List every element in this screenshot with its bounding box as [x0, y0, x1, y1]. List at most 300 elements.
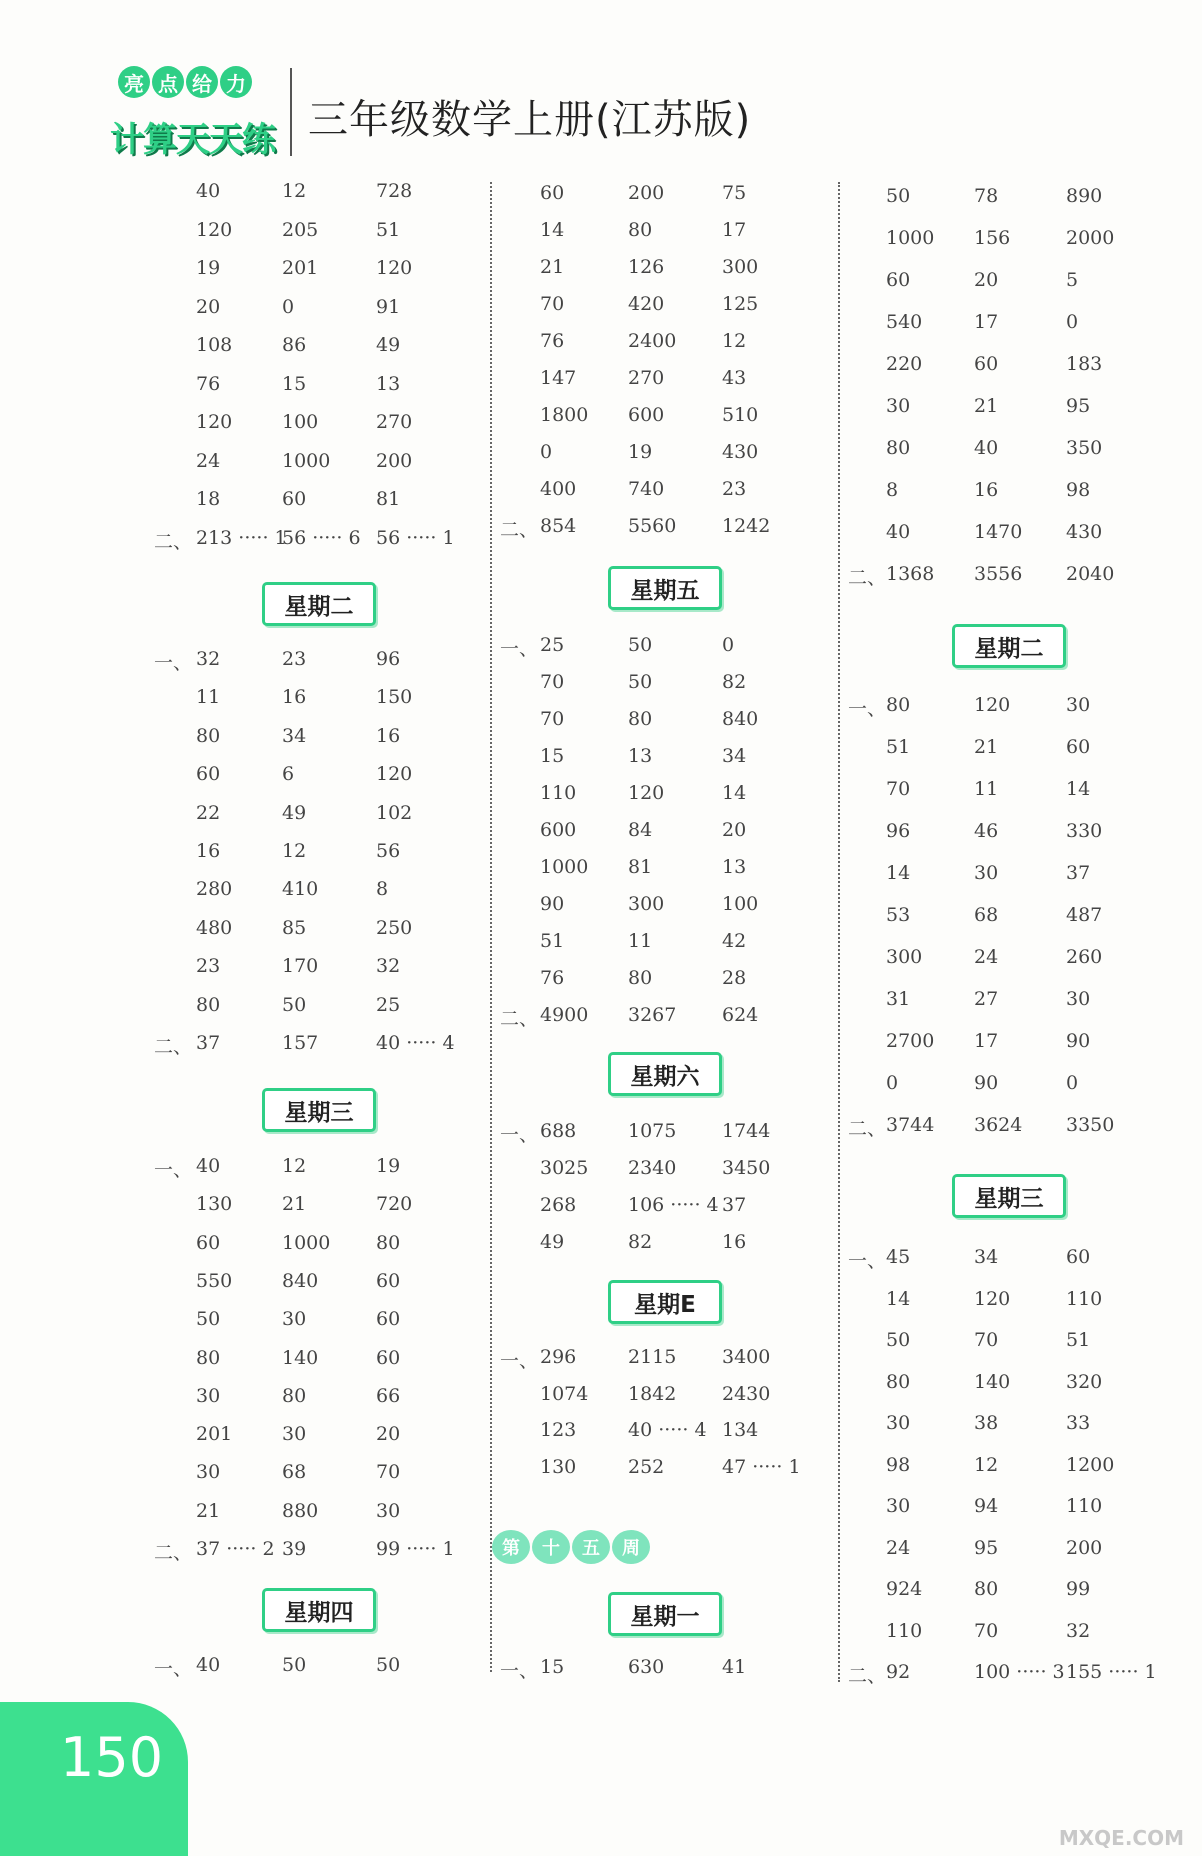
answer-value: 14: [886, 1287, 911, 1310]
answer-value: 170: [282, 955, 319, 978]
answer-value: 220: [886, 353, 923, 375]
day-heading: 星期五: [608, 566, 722, 610]
answer-value: 50: [886, 185, 911, 207]
section-prefix: 二、: [500, 519, 539, 541]
answer-value: 21: [974, 395, 999, 417]
answer-value: 11: [974, 778, 999, 800]
answer-value: 51: [540, 930, 565, 952]
answer-value: 12: [282, 1155, 307, 1177]
answer-value: 270: [376, 411, 413, 433]
answer-value: 68: [974, 904, 999, 926]
answer-value: 183: [1066, 353, 1103, 375]
answer-value: 60: [1066, 1246, 1091, 1268]
answer-value: 3624: [974, 1114, 1023, 1136]
section-prefix: 二、: [154, 530, 193, 553]
answer-value: 96: [376, 648, 401, 670]
answer-value: 102: [376, 801, 413, 824]
day-heading: 星期三: [262, 1088, 376, 1132]
answer-value: 205: [282, 218, 319, 241]
answer-value: 56: [376, 840, 401, 862]
answer-row: [0, 563, 1202, 593]
answer-value: 3350: [1066, 1114, 1115, 1136]
answer-value: 30: [282, 1308, 307, 1331]
brand-char: 给: [186, 66, 218, 98]
answer-value: 53: [886, 904, 911, 926]
answer-value: 540: [886, 311, 923, 333]
answer-value: 28: [722, 967, 747, 989]
answer-value: 80: [376, 1231, 401, 1254]
answer-value: 2700: [886, 1030, 935, 1052]
answer-value: 60: [886, 269, 911, 291]
section-prefix: 一、: [500, 1124, 539, 1146]
book-title-text: 三年级数学上册: [308, 97, 595, 143]
answer-value: 90: [1066, 1030, 1091, 1052]
answer-value: 1000: [282, 1231, 331, 1254]
answer-value: 0: [1066, 1072, 1079, 1094]
answer-value: 120: [974, 1287, 1011, 1310]
answer-value: 3267: [628, 1004, 677, 1026]
section-prefix: 二、: [848, 567, 887, 589]
unit-label-char: 五: [572, 1530, 610, 1564]
answer-value: 98: [1066, 479, 1091, 501]
section-prefix: 一、: [154, 1159, 193, 1181]
answer-value: 32: [376, 955, 401, 978]
answer-value: 5560: [628, 515, 677, 537]
answer-value: 12: [722, 330, 747, 352]
answer-row: [0, 269, 1202, 299]
answer-value: 56 ····· 6: [282, 526, 361, 549]
answer-value: 13: [376, 372, 401, 395]
answer-value: 688: [540, 1120, 577, 1142]
answer-value: 130: [196, 1193, 233, 1216]
answer-row: [0, 185, 1202, 215]
answer-value: 40 ····· 4: [376, 1032, 455, 1054]
answer-value: 81: [628, 856, 653, 878]
day-heading: 星期二: [262, 582, 376, 626]
answer-value: 30: [196, 1461, 221, 1484]
answer-value: 21: [282, 1193, 307, 1216]
answer-value: 40: [196, 1155, 221, 1177]
answer-row: [0, 1371, 1202, 1401]
answer-value: 201: [196, 1423, 233, 1446]
unit-label-char: 周: [612, 1530, 650, 1564]
section-prefix: 一、: [848, 1250, 887, 1272]
answer-value: 924: [886, 1578, 923, 1600]
answer-value: 30: [1066, 694, 1091, 716]
answer-row: [0, 437, 1202, 467]
answer-value: 280: [196, 878, 233, 901]
answer-value: 3744: [886, 1114, 935, 1136]
answer-value: 740: [628, 478, 665, 500]
brand-char: 点: [152, 66, 184, 98]
answer-value: 25: [376, 993, 401, 1016]
answer-value: 15: [282, 372, 307, 395]
answer-value: 94: [974, 1495, 999, 1517]
answer-value: 8: [886, 479, 899, 501]
answer-value: 47 ····· 1: [722, 1455, 801, 1478]
answer-value: 30: [376, 1499, 401, 1522]
answer-value: 60: [376, 1269, 401, 1292]
answer-value: 8: [376, 878, 389, 901]
answer-value: 120: [376, 257, 413, 279]
answer-value: 270: [628, 367, 665, 389]
answer-value: 90: [974, 1072, 999, 1094]
answer-value: 108: [196, 334, 233, 356]
answer-value: 134: [722, 1419, 759, 1441]
day-heading: 星期一: [608, 1592, 722, 1636]
answer-value: 99 ····· 1: [376, 1538, 455, 1560]
answer-value: 30: [974, 862, 999, 884]
answer-value: 46: [974, 820, 999, 842]
answer-value: 92: [886, 1661, 911, 1683]
answer-value: 50: [282, 1654, 307, 1676]
answer-value: 140: [282, 1346, 319, 1369]
answer-value: 150: [376, 686, 413, 709]
section-prefix: 二、: [154, 1036, 193, 1058]
answer-value: 38: [974, 1412, 999, 1434]
week-unit-label: [492, 1530, 652, 1566]
answer-value: 320: [1066, 1370, 1103, 1393]
answer-value: 550: [196, 1269, 233, 1292]
answer-value: 3400: [722, 1346, 771, 1368]
answer-value: 13: [722, 856, 747, 878]
answer-value: 80: [974, 1578, 999, 1600]
answer-value: 0: [282, 295, 295, 318]
answer-row: [0, 1329, 1202, 1359]
answer-value: 34: [974, 1246, 999, 1268]
answer-value: 12: [282, 840, 307, 862]
answer-value: 840: [282, 1269, 319, 1292]
answer-value: 624: [722, 1004, 759, 1026]
book-title: [308, 88, 751, 145]
answer-value: 1000: [886, 227, 935, 249]
answer-value: 60: [376, 1346, 401, 1369]
answer-value: 20: [376, 1423, 401, 1446]
answer-value: 16: [196, 840, 221, 862]
answer-value: 60: [196, 763, 221, 786]
answer-value: 50: [376, 1654, 401, 1676]
answer-value: 13: [628, 745, 653, 767]
answer-value: 201: [282, 257, 319, 279]
unit-label-char: 第: [492, 1530, 530, 1564]
answer-value: 17: [722, 219, 747, 241]
answer-value: 252: [628, 1455, 665, 1478]
brand-char: 力: [220, 66, 252, 98]
brand-char: 亮: [118, 66, 150, 98]
answer-row: [0, 395, 1202, 425]
answer-value: 120: [974, 694, 1011, 716]
answer-value: 22: [196, 801, 221, 824]
answer-value: 56 ····· 1: [376, 526, 455, 549]
answer-value: 2040: [1066, 563, 1115, 585]
answer-value: 21: [196, 1499, 221, 1522]
answer-value: 34: [722, 745, 747, 767]
day-heading: 星期二: [952, 624, 1066, 668]
answer-value: 2400: [628, 330, 677, 352]
answer-row: [0, 1246, 1202, 1276]
answer-row: [0, 946, 1202, 976]
answer-value: 76: [540, 967, 565, 989]
answer-value: 80: [628, 967, 653, 989]
answer-value: 3450: [722, 1157, 771, 1179]
answer-value: 12: [974, 1453, 999, 1476]
answer-value: 890: [1066, 185, 1103, 207]
answer-value: 1842: [628, 1382, 677, 1405]
answer-value: 510: [722, 404, 759, 426]
section-prefix: 一、: [154, 652, 193, 674]
answer-value: 410: [282, 878, 319, 901]
answer-value: 4900: [540, 1004, 589, 1026]
answer-row: [0, 1620, 1202, 1650]
answer-value: 51: [886, 736, 911, 758]
answer-value: 98: [886, 1453, 911, 1476]
answer-value: 40 ····· 4: [628, 1419, 707, 1441]
answer-value: 14: [886, 862, 911, 884]
answer-value: 430: [722, 441, 759, 463]
answer-value: 24: [886, 1536, 911, 1559]
answer-value: 32: [196, 648, 221, 670]
answer-value: 350: [1066, 437, 1103, 459]
answer-row: [0, 1030, 1202, 1060]
answer-value: 300: [886, 946, 923, 968]
page-number: 150: [60, 1726, 164, 1789]
answer-value: 16: [974, 479, 999, 501]
answer-value: 76: [196, 372, 221, 395]
answer-value: 24: [974, 946, 999, 968]
answer-value: 20: [722, 819, 747, 841]
answer-value: 60: [282, 488, 307, 510]
answer-value: 80: [886, 437, 911, 459]
answer-value: 45: [886, 1246, 911, 1268]
answer-value: 6: [282, 763, 295, 786]
answer-value: 600: [628, 404, 665, 426]
answer-value: 300: [628, 893, 665, 915]
answer-value: 60: [540, 182, 565, 204]
answer-value: 487: [1066, 904, 1103, 926]
answer-value: 14: [722, 782, 747, 804]
answer-value: 39: [282, 1538, 307, 1560]
answer-value: 19: [196, 257, 221, 279]
answer-value: 32: [1066, 1619, 1091, 1642]
answer-value: 430: [1066, 521, 1103, 543]
answer-value: 120: [196, 218, 233, 241]
answer-value: 11: [196, 686, 221, 709]
answer-value: 19: [376, 1155, 401, 1177]
answer-value: 123: [540, 1419, 577, 1441]
answer-value: 30: [886, 1495, 911, 1517]
answer-value: 86: [282, 334, 307, 356]
answer-value: 268: [540, 1194, 577, 1216]
answer-value: 30: [1066, 988, 1091, 1010]
answer-value: 16: [376, 724, 401, 747]
answer-value: 19: [628, 441, 653, 463]
answer-value: 200: [1066, 1536, 1103, 1559]
answer-value: 60: [1066, 736, 1091, 758]
answer-value: 330: [1066, 820, 1103, 842]
answer-value: 70: [540, 671, 565, 693]
answer-value: 80: [886, 694, 911, 716]
answer-value: 600: [540, 819, 577, 841]
answer-value: 50: [628, 671, 653, 693]
answer-row: [0, 862, 1202, 892]
answer-value: 33: [1066, 1412, 1091, 1434]
answer-value: 68: [282, 1461, 307, 1484]
answer-row: [0, 736, 1202, 766]
answer-value: 96: [886, 820, 911, 842]
answer-value: 0: [722, 634, 735, 656]
answer-value: 125: [722, 293, 759, 315]
answer-value: 24: [196, 449, 221, 472]
answer-value: 40: [886, 521, 911, 543]
answer-value: 70: [886, 778, 911, 800]
answer-value: 0: [1066, 311, 1079, 333]
answer-value: 80: [628, 219, 653, 241]
answer-value: 84: [628, 819, 653, 841]
answer-value: 30: [886, 1412, 911, 1434]
answer-value: 1242: [722, 515, 771, 537]
answer-value: 1744: [722, 1120, 771, 1142]
answer-value: 16: [282, 686, 307, 709]
answer-value: 70: [376, 1461, 401, 1484]
answer-value: 21: [974, 736, 999, 758]
answer-value: 21: [540, 256, 565, 278]
answer-value: 100 ····· 3: [974, 1661, 1065, 1683]
section-prefix: 二、: [500, 1008, 539, 1030]
answer-value: 147: [540, 367, 577, 389]
answer-value: 82: [628, 1231, 653, 1253]
answer-row: [0, 1661, 1202, 1691]
section-prefix: 一、: [500, 1660, 539, 1682]
answer-row: [0, 778, 1202, 808]
answer-value: 50: [886, 1329, 911, 1351]
answer-value: 14: [540, 219, 565, 241]
answer-row: [0, 988, 1202, 1018]
header-divider: [290, 68, 292, 156]
answer-value: 50: [628, 634, 653, 656]
answer-value: 34: [282, 724, 307, 747]
answer-value: 420: [628, 293, 665, 315]
answer-value: 5: [1066, 269, 1079, 291]
answer-value: 42: [722, 930, 747, 952]
answer-row: [0, 904, 1202, 934]
answer-value: 3556: [974, 563, 1023, 585]
answer-value: 23: [196, 955, 221, 978]
answer-value: 2430: [722, 1382, 771, 1405]
answer-value: 40: [974, 437, 999, 459]
answer-value: 110: [1066, 1287, 1103, 1310]
answer-value: 100: [282, 411, 319, 433]
section-prefix: 二、: [848, 1118, 887, 1140]
section-prefix: 一、: [848, 698, 887, 720]
answer-value: 31: [886, 988, 911, 1010]
answer-row: [0, 227, 1202, 257]
section-prefix: 一、: [500, 1350, 539, 1372]
answer-value: 0: [540, 441, 553, 463]
answer-value: 23: [722, 478, 747, 500]
answer-value: 480: [196, 916, 233, 939]
watermark: MXQE.COM: [1058, 1826, 1184, 1850]
answer-value: 11: [628, 930, 653, 952]
answer-value: 720: [376, 1193, 413, 1216]
answer-value: 80: [196, 724, 221, 747]
answer-value: 400: [540, 478, 577, 500]
answer-value: 16: [722, 1231, 747, 1253]
answer-value: 49: [282, 801, 307, 824]
brand-tagline: [118, 66, 258, 106]
answer-value: 17: [974, 311, 999, 333]
answer-value: 60: [376, 1308, 401, 1331]
answer-value: 100: [722, 893, 759, 915]
answer-value: 157: [282, 1032, 319, 1054]
answer-value: 27: [974, 988, 999, 1010]
answer-value: 12: [282, 180, 307, 202]
answer-value: 17: [974, 1030, 999, 1052]
answer-value: 50: [196, 1308, 221, 1331]
answer-value: 2340: [628, 1157, 677, 1179]
answer-row: [0, 1454, 1202, 1484]
answer-value: 15: [540, 1656, 565, 1678]
day-heading: 星期三: [952, 1174, 1066, 1218]
answer-value: 30: [282, 1423, 307, 1446]
answer-value: 155 ····· 1: [1066, 1661, 1157, 1683]
answer-row: [0, 1495, 1202, 1525]
answer-value: 110: [886, 1619, 923, 1642]
answer-value: 126: [628, 256, 665, 278]
answer-value: 2115: [628, 1346, 677, 1368]
brand-logo: 计算天天练: [110, 120, 275, 160]
answer-value: 20: [974, 269, 999, 291]
answer-value: 156: [974, 227, 1011, 249]
answer-row: [0, 694, 1202, 724]
answer-value: 250: [376, 916, 413, 939]
answer-value: 14: [1066, 778, 1091, 800]
answer-value: 41: [722, 1656, 747, 1678]
answer-value: 70: [540, 708, 565, 730]
answer-value: 1470: [974, 521, 1023, 543]
answer-value: 40: [196, 1654, 221, 1676]
section-prefix: 二、: [154, 1542, 193, 1564]
answer-value: 300: [722, 256, 759, 278]
answer-value: 30: [196, 1384, 221, 1407]
answer-value: 1368: [886, 563, 935, 585]
answer-value: 49: [540, 1231, 565, 1253]
answer-row: [0, 521, 1202, 551]
answer-value: 1200: [1066, 1453, 1115, 1476]
answer-row: [0, 1288, 1202, 1318]
answer-value: 23: [282, 648, 307, 670]
answer-value: 630: [628, 1656, 665, 1678]
answer-value: 81: [376, 488, 401, 510]
answer-value: 99: [1066, 1578, 1091, 1600]
answer-value: 40: [196, 180, 221, 202]
section-prefix: 一、: [500, 638, 539, 660]
answer-value: 880: [282, 1499, 319, 1522]
answer-value: 60: [974, 353, 999, 375]
answer-value: 854: [540, 515, 577, 537]
answer-value: 49: [376, 334, 401, 356]
answer-value: 728: [376, 180, 413, 202]
answer-row: [0, 820, 1202, 850]
answer-value: 1000: [540, 856, 589, 878]
answer-value: 70: [540, 293, 565, 315]
answer-value: 95: [974, 1536, 999, 1559]
day-heading: 星期四: [262, 1588, 376, 1632]
section-prefix: 二、: [848, 1665, 887, 1687]
answer-value: 60: [196, 1231, 221, 1254]
answer-value: 1074: [540, 1382, 589, 1405]
page-header: [0, 0, 1202, 170]
answer-value: 85: [282, 916, 307, 939]
